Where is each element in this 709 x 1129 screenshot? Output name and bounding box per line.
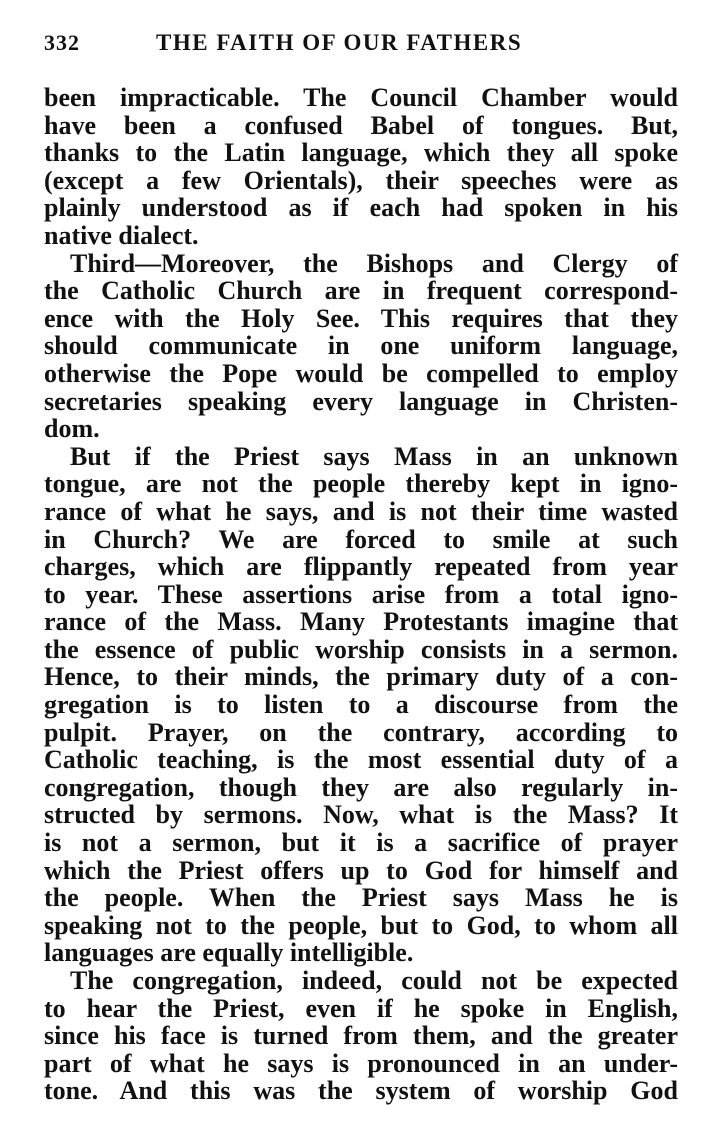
text-line: But if the Priest says Mass in an unknown [70,441,678,471]
text-line: to year. These assertions arise from a total igno- [44,579,678,609]
text-line: the Catholic Church are in frequent correspond- [44,276,678,306]
body-text [44,84,678,1105]
text-line: the essence of public worship consists in a sermon. [44,634,678,664]
text-line: charges, which are flippantly repeated from year [44,552,678,582]
running-head: THE FAITH OF OUR FATHERS [156,30,523,55]
text-line: congregation, though they are also regularly in- [44,772,678,802]
paragraph [44,250,678,443]
text-line: gregation is to listen to a discourse from the [44,690,678,720]
text-line: languages are equally intelligible. [44,938,414,968]
text-line: Third—Moreover, the Bishops and Clergy of [70,248,678,278]
text-line: been impracticable. The Council Chamber would [44,83,678,112]
text-line: dom. [44,414,100,444]
text-line: the people. When the Priest says Mass he is [44,883,678,913]
paragraph [44,84,678,250]
text-line: speaking not to the people, but to God, to whom all [44,910,678,940]
text-line: rance of what he says, and is not their time wasted [44,496,678,526]
text-line: should communicate in one uniform language, [44,331,678,361]
text-line: otherwise the Pope would be compelled to employ [44,358,678,388]
text-line: thanks to the Latin language, which they all spoke [44,138,678,168]
text-line: tone. And this was the system of worship God [44,1076,678,1106]
text-line: structed by sermons. Now, what is the Mass? It [44,800,678,830]
text-line: The congregation, indeed, could not be expected [70,966,678,995]
paragraph [44,967,678,1105]
text-line: native dialect. [44,220,199,250]
text-line: ence with the Holy See. This requires that they [44,303,678,333]
page-header [44,30,684,66]
text-line: (except a few Orientals), their speeches were as [44,165,678,195]
paragraph [44,443,678,967]
text-line: pulpit. Prayer, on the contrary, according to [44,717,678,747]
text-line: since his face is turned from them, and the greater [44,1021,678,1051]
text-line: to hear the Priest, even if he spoke in English, [44,993,678,1023]
page-number: 332 [44,30,80,55]
text-line: have been a confused Babel of tongues. But, [44,110,678,140]
text-line: part of what he says is pronounced in an under- [44,1048,678,1078]
text-line: plainly understood as if each had spoken in his [44,193,678,223]
text-line: tongue, are not the people thereby kept in igno- [44,469,678,499]
text-line: rance of the Mass. Many Protestants imagine that [44,607,678,637]
text-line: is not a sermon, but it is a sacrifice of prayer [44,828,678,858]
text-line: Catholic teaching, is the most essential duty of a [44,745,678,775]
text-line: which the Priest offers up to God for himself and [44,855,678,885]
text-line: in Church? We are forced to smile at such [44,524,678,554]
text-line: secretaries speaking every language in Christen- [44,386,678,416]
text-line: Hence, to their minds, the primary duty of a con- [44,662,678,692]
